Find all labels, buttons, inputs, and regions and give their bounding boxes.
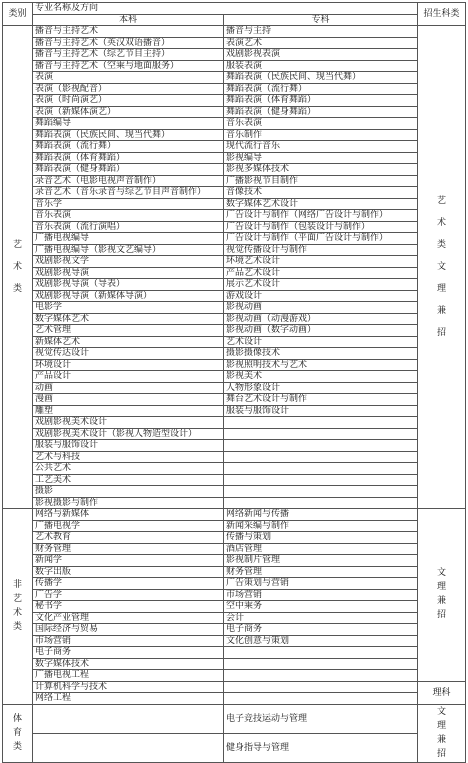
table-row xyxy=(3,49,466,61)
college-major: 服装与服饰设计 xyxy=(224,405,418,417)
undergraduate-major: 新闻学 xyxy=(33,555,224,567)
college-major xyxy=(224,497,418,509)
table-row xyxy=(3,26,466,38)
undergraduate-major xyxy=(33,733,224,762)
table-row xyxy=(3,382,466,394)
college-major: 电子商务 xyxy=(224,624,418,636)
undergraduate-major: 传播学 xyxy=(33,578,224,590)
table-row xyxy=(3,60,466,72)
undergraduate-major: 数字媒体艺术 xyxy=(33,313,224,325)
table-row xyxy=(3,348,466,360)
undergraduate-major: 数字媒体技术 xyxy=(33,658,224,670)
table-row xyxy=(3,681,466,693)
college-major: 舞蹈表演（健身舞蹈） xyxy=(224,106,418,118)
table-row xyxy=(3,371,466,383)
table-row xyxy=(3,693,466,705)
undergraduate-major: 录音艺术（音乐录音与综艺节目声音制作） xyxy=(33,187,224,199)
undergraduate-major: 雕塑 xyxy=(33,405,224,417)
table-row xyxy=(3,394,466,406)
college-major: 影视编导 xyxy=(224,152,418,164)
undergraduate-major: 摄影 xyxy=(33,486,224,498)
college-major: 电子竞技运动与管理 xyxy=(224,704,418,733)
undergraduate-major: 表演（新媒体演艺） xyxy=(33,106,224,118)
college-major: 服装表演 xyxy=(224,60,418,72)
table-row xyxy=(3,267,466,279)
majors-table-sheet xyxy=(2,2,465,763)
college-major: 现代流行音乐 xyxy=(224,141,418,153)
undergraduate-major: 电子商务 xyxy=(33,647,224,659)
table-row xyxy=(3,566,466,578)
college-major: 舞蹈表演（民族民间、现当代舞） xyxy=(224,72,418,84)
table-row xyxy=(3,359,466,371)
college-major: 影视动画（数字动画） xyxy=(224,325,418,337)
category-cell xyxy=(3,26,33,509)
header-enrollment: 招生科类 xyxy=(418,3,466,26)
college-major: 影视动画（动漫游戏） xyxy=(224,313,418,325)
table-row xyxy=(3,578,466,590)
undergraduate-major: 新媒体艺术 xyxy=(33,336,224,348)
college-major: 音像技术 xyxy=(224,187,418,199)
table-row xyxy=(3,601,466,613)
college-major: 音乐表演 xyxy=(224,118,418,130)
college-major xyxy=(224,670,418,682)
college-major: 酒店管理 xyxy=(224,543,418,555)
table-row xyxy=(3,118,466,130)
college-major: 视觉传播设计与制作 xyxy=(224,244,418,256)
undergraduate-major: 舞蹈表演（健身舞蹈） xyxy=(33,164,224,176)
undergraduate-major: 艺术与科技 xyxy=(33,451,224,463)
college-major: 展示艺术设计 xyxy=(224,279,418,291)
undergraduate-major: 工艺美术 xyxy=(33,474,224,486)
undergraduate-major: 戏剧影视美术设计（影视人物造型设计） xyxy=(33,428,224,440)
undergraduate-major: 网络工程 xyxy=(33,693,224,705)
college-major: 播音与主持 xyxy=(224,26,418,38)
table-row xyxy=(3,405,466,417)
header-college: 专科 xyxy=(224,14,418,26)
college-major: 空中乘务 xyxy=(224,601,418,613)
table-row xyxy=(3,509,466,521)
table-row xyxy=(3,221,466,233)
header-category: 类别 xyxy=(3,3,33,26)
college-major: 人物形象设计 xyxy=(224,382,418,394)
college-major xyxy=(224,474,418,486)
table-row xyxy=(3,647,466,659)
enrollment-cell xyxy=(418,26,466,509)
undergraduate-major: 广告学 xyxy=(33,589,224,601)
college-major: 舞台艺术设计与制作 xyxy=(224,394,418,406)
college-major: 广告设计与制作（网络广告设计与制作） xyxy=(224,210,418,222)
college-major: 广播影视节目制作 xyxy=(224,175,418,187)
category-cell xyxy=(3,509,33,705)
undergraduate-major: 播音与主持艺术 xyxy=(33,26,224,38)
category-label: 体育类 xyxy=(12,713,22,752)
table-row xyxy=(3,244,466,256)
table-row xyxy=(3,187,466,199)
undergraduate-major: 表演（影视配音） xyxy=(33,83,224,95)
undergraduate-major: 播音与主持艺术（空乘与地面服务） xyxy=(33,60,224,72)
college-major xyxy=(224,428,418,440)
college-major: 健身指导与管理 xyxy=(224,733,418,762)
table-row xyxy=(3,106,466,118)
undergraduate-major: 音乐学 xyxy=(33,198,224,210)
table-row xyxy=(3,658,466,670)
category-cell xyxy=(3,704,33,762)
table-row xyxy=(3,612,466,624)
table-row xyxy=(3,670,466,682)
undergraduate-major: 戏剧影视导演 xyxy=(33,267,224,279)
undergraduate-major: 音乐表演 xyxy=(33,210,224,222)
table-row xyxy=(3,428,466,440)
college-major: 广告设计与制作（包装设计与制作） xyxy=(224,221,418,233)
undergraduate-major: 艺术管理 xyxy=(33,325,224,337)
college-major: 广告设计与制作（平面广告设计与制作） xyxy=(224,233,418,245)
category-label: 艺术类 xyxy=(12,240,22,294)
college-major: 会计 xyxy=(224,612,418,624)
enrollment-cell xyxy=(418,509,466,682)
table-row xyxy=(3,520,466,532)
table-row xyxy=(3,210,466,222)
undergraduate-major: 电影学 xyxy=(33,302,224,314)
college-major: 传播与策划 xyxy=(224,532,418,544)
undergraduate-major: 音乐表演（流行演唱） xyxy=(33,221,224,233)
college-major xyxy=(224,440,418,452)
table-row xyxy=(3,72,466,84)
college-major: 市场营销 xyxy=(224,589,418,601)
undergraduate-major: 舞蹈表演（体育舞蹈） xyxy=(33,152,224,164)
college-major: 网络新闻与传播 xyxy=(224,509,418,521)
college-major: 数字媒体艺术设计 xyxy=(224,198,418,210)
table-row xyxy=(3,704,466,733)
header-row-2 xyxy=(3,14,466,26)
undergraduate-major: 戏剧影视导演（导表） xyxy=(33,279,224,291)
majors-table-body xyxy=(3,3,466,763)
college-major xyxy=(224,681,418,693)
college-major xyxy=(224,658,418,670)
table-row xyxy=(3,141,466,153)
table-row xyxy=(3,543,466,555)
college-major: 影视制片管理 xyxy=(224,555,418,567)
table-row xyxy=(3,302,466,314)
college-major: 广告策划与营销 xyxy=(224,578,418,590)
header-major-name: 专业名称及方向 xyxy=(33,3,418,15)
table-row xyxy=(3,198,466,210)
category-label: 非艺术类 xyxy=(12,579,22,632)
college-major: 影视美术 xyxy=(224,371,418,383)
undergraduate-major: 录音艺术（电影电视声音制作） xyxy=(33,175,224,187)
undergraduate-major xyxy=(33,704,224,733)
table-row xyxy=(3,555,466,567)
college-major: 舞蹈表演（体育舞蹈） xyxy=(224,95,418,107)
undergraduate-major: 服装与服饰设计 xyxy=(33,440,224,452)
undergraduate-major: 影视摄影与制作 xyxy=(33,497,224,509)
enrollment-label: 艺术类文理兼招 xyxy=(437,196,447,338)
table-row xyxy=(3,290,466,302)
undergraduate-major: 播音与主持艺术（英汉双语播音） xyxy=(33,37,224,49)
undergraduate-major: 广播电视编导 xyxy=(33,233,224,245)
undergraduate-major: 舞蹈表演（流行舞） xyxy=(33,141,224,153)
table-row xyxy=(3,497,466,509)
table-row xyxy=(3,474,466,486)
undergraduate-major: 数字出版 xyxy=(33,566,224,578)
college-major: 音乐制作 xyxy=(224,129,418,141)
table-row xyxy=(3,129,466,141)
science-enrollment-cell: 理科 xyxy=(418,681,466,704)
header-undergraduate: 本科 xyxy=(33,14,224,26)
college-major: 新闻采编与制作 xyxy=(224,520,418,532)
table-row xyxy=(3,624,466,636)
undergraduate-major: 计算机科学与技术 xyxy=(33,681,224,693)
table-row xyxy=(3,589,466,601)
undergraduate-major: 舞蹈表演（民族民间、现当代舞） xyxy=(33,129,224,141)
undergraduate-major: 广播电视编导（影视文艺编导） xyxy=(33,244,224,256)
undergraduate-major: 表演（时尚演艺） xyxy=(33,95,224,107)
table-row xyxy=(3,336,466,348)
college-major: 戏剧影视表演 xyxy=(224,49,418,61)
undergraduate-major: 公共艺术 xyxy=(33,463,224,475)
college-major xyxy=(224,486,418,498)
college-major: 影视照明技术与艺术 xyxy=(224,359,418,371)
undergraduate-major: 环境设计 xyxy=(33,359,224,371)
undergraduate-major: 市场营销 xyxy=(33,635,224,647)
undergraduate-major: 国际经济与贸易 xyxy=(33,624,224,636)
table-row xyxy=(3,440,466,452)
table-row xyxy=(3,256,466,268)
table-row xyxy=(3,325,466,337)
undergraduate-major: 网络与新媒体 xyxy=(33,509,224,521)
college-major xyxy=(224,451,418,463)
undergraduate-major: 漫画 xyxy=(33,394,224,406)
undergraduate-major: 戏剧影视导演（新媒体导演） xyxy=(33,290,224,302)
undergraduate-major: 秘书学 xyxy=(33,601,224,613)
table-row xyxy=(3,152,466,164)
table-row xyxy=(3,233,466,245)
undergraduate-major: 文化产业管理 xyxy=(33,612,224,624)
college-major: 产品艺术设计 xyxy=(224,267,418,279)
table-row xyxy=(3,313,466,325)
table-row xyxy=(3,417,466,429)
undergraduate-major: 戏剧影视美术设计 xyxy=(33,417,224,429)
table-row xyxy=(3,37,466,49)
college-major: 游戏设计 xyxy=(224,290,418,302)
undergraduate-major: 广播电视学 xyxy=(33,520,224,532)
college-major: 表演艺术 xyxy=(224,37,418,49)
college-major: 文化创意与策划 xyxy=(224,635,418,647)
undergraduate-major: 产品设计 xyxy=(33,371,224,383)
table-row xyxy=(3,733,466,762)
college-major: 摄影摄像技术 xyxy=(224,348,418,360)
table-row xyxy=(3,451,466,463)
undergraduate-major: 艺术教育 xyxy=(33,532,224,544)
undergraduate-major: 动画 xyxy=(33,382,224,394)
undergraduate-major: 广播电视工程 xyxy=(33,670,224,682)
undergraduate-major: 视觉传达设计 xyxy=(33,348,224,360)
undergraduate-major: 播音与主持艺术（综艺节目主持） xyxy=(33,49,224,61)
header-row-1 xyxy=(3,3,466,15)
undergraduate-major: 表演 xyxy=(33,72,224,84)
college-major: 财务管理 xyxy=(224,566,418,578)
table-row xyxy=(3,95,466,107)
table-row xyxy=(3,635,466,647)
college-major: 舞蹈表演（流行舞） xyxy=(224,83,418,95)
college-major xyxy=(224,693,418,705)
college-major: 环境艺术设计 xyxy=(224,256,418,268)
table-row xyxy=(3,164,466,176)
enrollment-label: 文理兼招 xyxy=(437,706,447,759)
table-row xyxy=(3,83,466,95)
college-major xyxy=(224,463,418,475)
college-major xyxy=(224,647,418,659)
table-row xyxy=(3,463,466,475)
table-row xyxy=(3,486,466,498)
table-row xyxy=(3,175,466,187)
enrollment-cell xyxy=(418,704,466,762)
college-major: 艺术设计 xyxy=(224,336,418,348)
majors-table xyxy=(2,2,466,763)
undergraduate-major: 财务管理 xyxy=(33,543,224,555)
table-row xyxy=(3,532,466,544)
undergraduate-major: 舞蹈编导 xyxy=(33,118,224,130)
undergraduate-major: 戏剧影视文学 xyxy=(33,256,224,268)
college-major: 影视动画 xyxy=(224,302,418,314)
table-row xyxy=(3,279,466,291)
enrollment-label: 文理兼招 xyxy=(437,568,447,621)
college-major xyxy=(224,417,418,429)
college-major: 影视多媒体技术 xyxy=(224,164,418,176)
